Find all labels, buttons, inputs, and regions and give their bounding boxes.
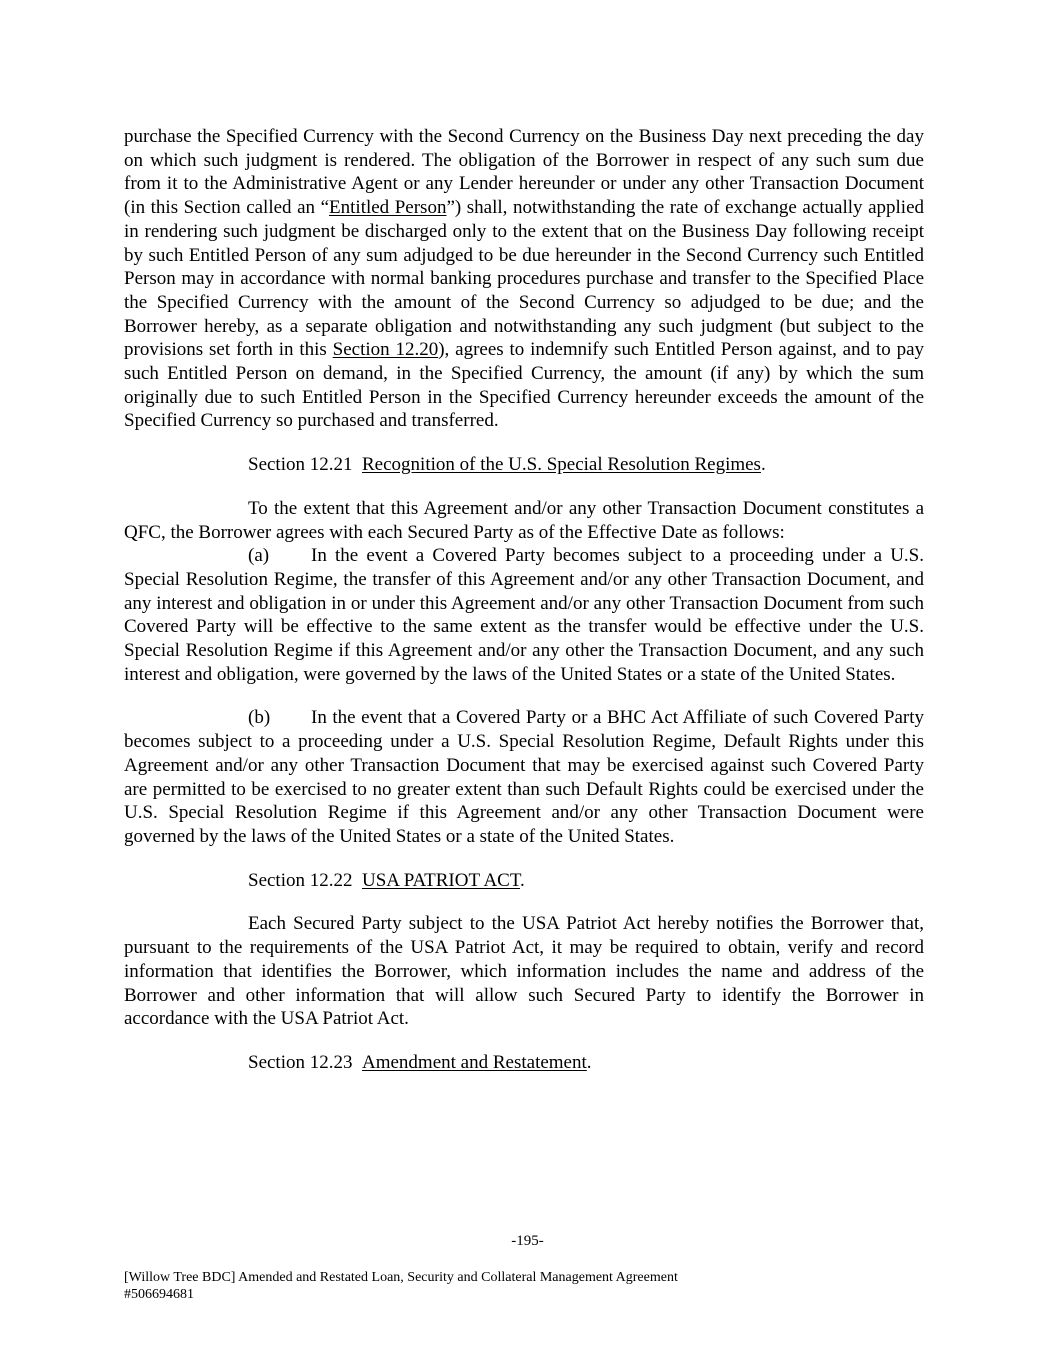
paragraph-text: ), agrees to indemnify such Entitled Person against, and to pay such Entitled Person on demand, in the Specified Currency, the amount (if any) by which the sum originally due to such Entitled Person in the Specified Currency hereunder exceeds the amount of the Specified Currency so purchased and transferred.	[124, 339, 925, 432]
paragraph-qfc: To the extent that this Agreement and/or any other Transaction Document constitutes a QFC, the Borrower agrees with each Secured Party as of the Effective Date as follows:	[124, 497, 924, 543]
clause-label: (a)	[248, 545, 270, 567]
section-title: Amendment and Restatement	[362, 1051, 587, 1073]
clause-label: (b)	[248, 707, 271, 729]
defined-term-entitled-person: Entitled Person	[329, 197, 447, 219]
document-footer	[124, 1269, 678, 1303]
section-heading-12-23: Section 12.23 Amendment and Restatement.	[248, 1051, 592, 1073]
paragraph-text: ”) shall, notwithstanding the rate of exchange actually applied in rendering such judgment be discharged only to the extent that on the Business Day following receipt by such Entitled Person of any sum adjudged to be due hereunder in the Second Currency such Entitled Person may in accordance with normal banking procedures purchase and transfer to the Specified Place the Specified Currency with the amount of the Second Currency so adjudged to be due; and the Borrower hereby, as a separate obligation and notwithstanding any such judgment (but subject to the provisions set forth in this	[124, 197, 925, 361]
clause-text: In the event that a Covered Party or a BHC Act Affiliate of such Covered Party becomes subject to a proceeding under a U.S. Special Resolution Regime, Default Rights under this Agreement and/or any other Transaction Document that may be exercised against such Covered Party are permitted to be exercised to no greater extent than such Default Rights could be exercised under the U.S. Special Resolution Regime if this Agreement and/or any other Transaction Document were governed by the laws of the United States or a state of the United States.	[124, 707, 924, 847]
clause-text: In the event a Covered Party becomes subject to a proceeding under a U.S. Special Resolution Regime, the transfer of this Agreement and/or any other Transaction Document, and any interest and obligation in or under this Agreement and/or any other Transaction Document from such Covered Party will be effective to the same extent as the transfer would be effective under the U.S. Special Resolution Regime if this Agreement and/or any other the Transaction Document, and any such interest and obligation, were governed by the laws of the United States or a state of the United States.	[124, 545, 924, 685]
section-number: Section 12.21	[248, 454, 353, 476]
section-number: Section 12.22	[248, 869, 353, 891]
paragraph-judgment-currency	[124, 125, 924, 433]
clause-a	[124, 544, 924, 686]
paragraph-patriot-act: Each Secured Party subject to the USA Patriot Act hereby notifies the Borrower that, pursuant to the requirements of the USA Patriot Act, it may be required to obtain, verify and record information that identifies the Borrower, which information includes the name and address of the Borrower and other information that will allow such Secured Party to identify the Borrower in accordance with the USA Patriot Act.	[124, 913, 924, 1030]
footer-doc-id: #506694681	[124, 1287, 194, 1302]
section-heading-12-22: Section 12.22 USA PATRIOT ACT.	[248, 869, 525, 891]
clause-b	[124, 706, 924, 848]
cross-reference-section-12-20: Section 12.20	[332, 339, 439, 361]
section-title: Recognition of the U.S. Special Resolution Regimes	[362, 454, 761, 476]
document-body	[124, 125, 924, 1075]
page-number: -195-	[511, 1233, 544, 1249]
section-number: Section 12.23	[248, 1051, 353, 1073]
section-title: USA PATRIOT ACT	[362, 869, 521, 891]
paragraph-text: purchase the Specified Currency with the Second Currency on the Business Day next preceding the day on which such judgment is rendered. The obligation of the Borrower in respect of any such sum due from it to the Administrative Agent or any Lender hereunder or under any other Transaction Document (in this Section called an “	[124, 126, 924, 219]
footer-title: [Willow Tree BDC] Amended and Restated Loan, Security and Collateral Management Agreement	[124, 1270, 678, 1285]
section-heading-12-21: Section 12.21 Recognition of the U.S. Special Resolution Regimes.	[248, 454, 766, 476]
